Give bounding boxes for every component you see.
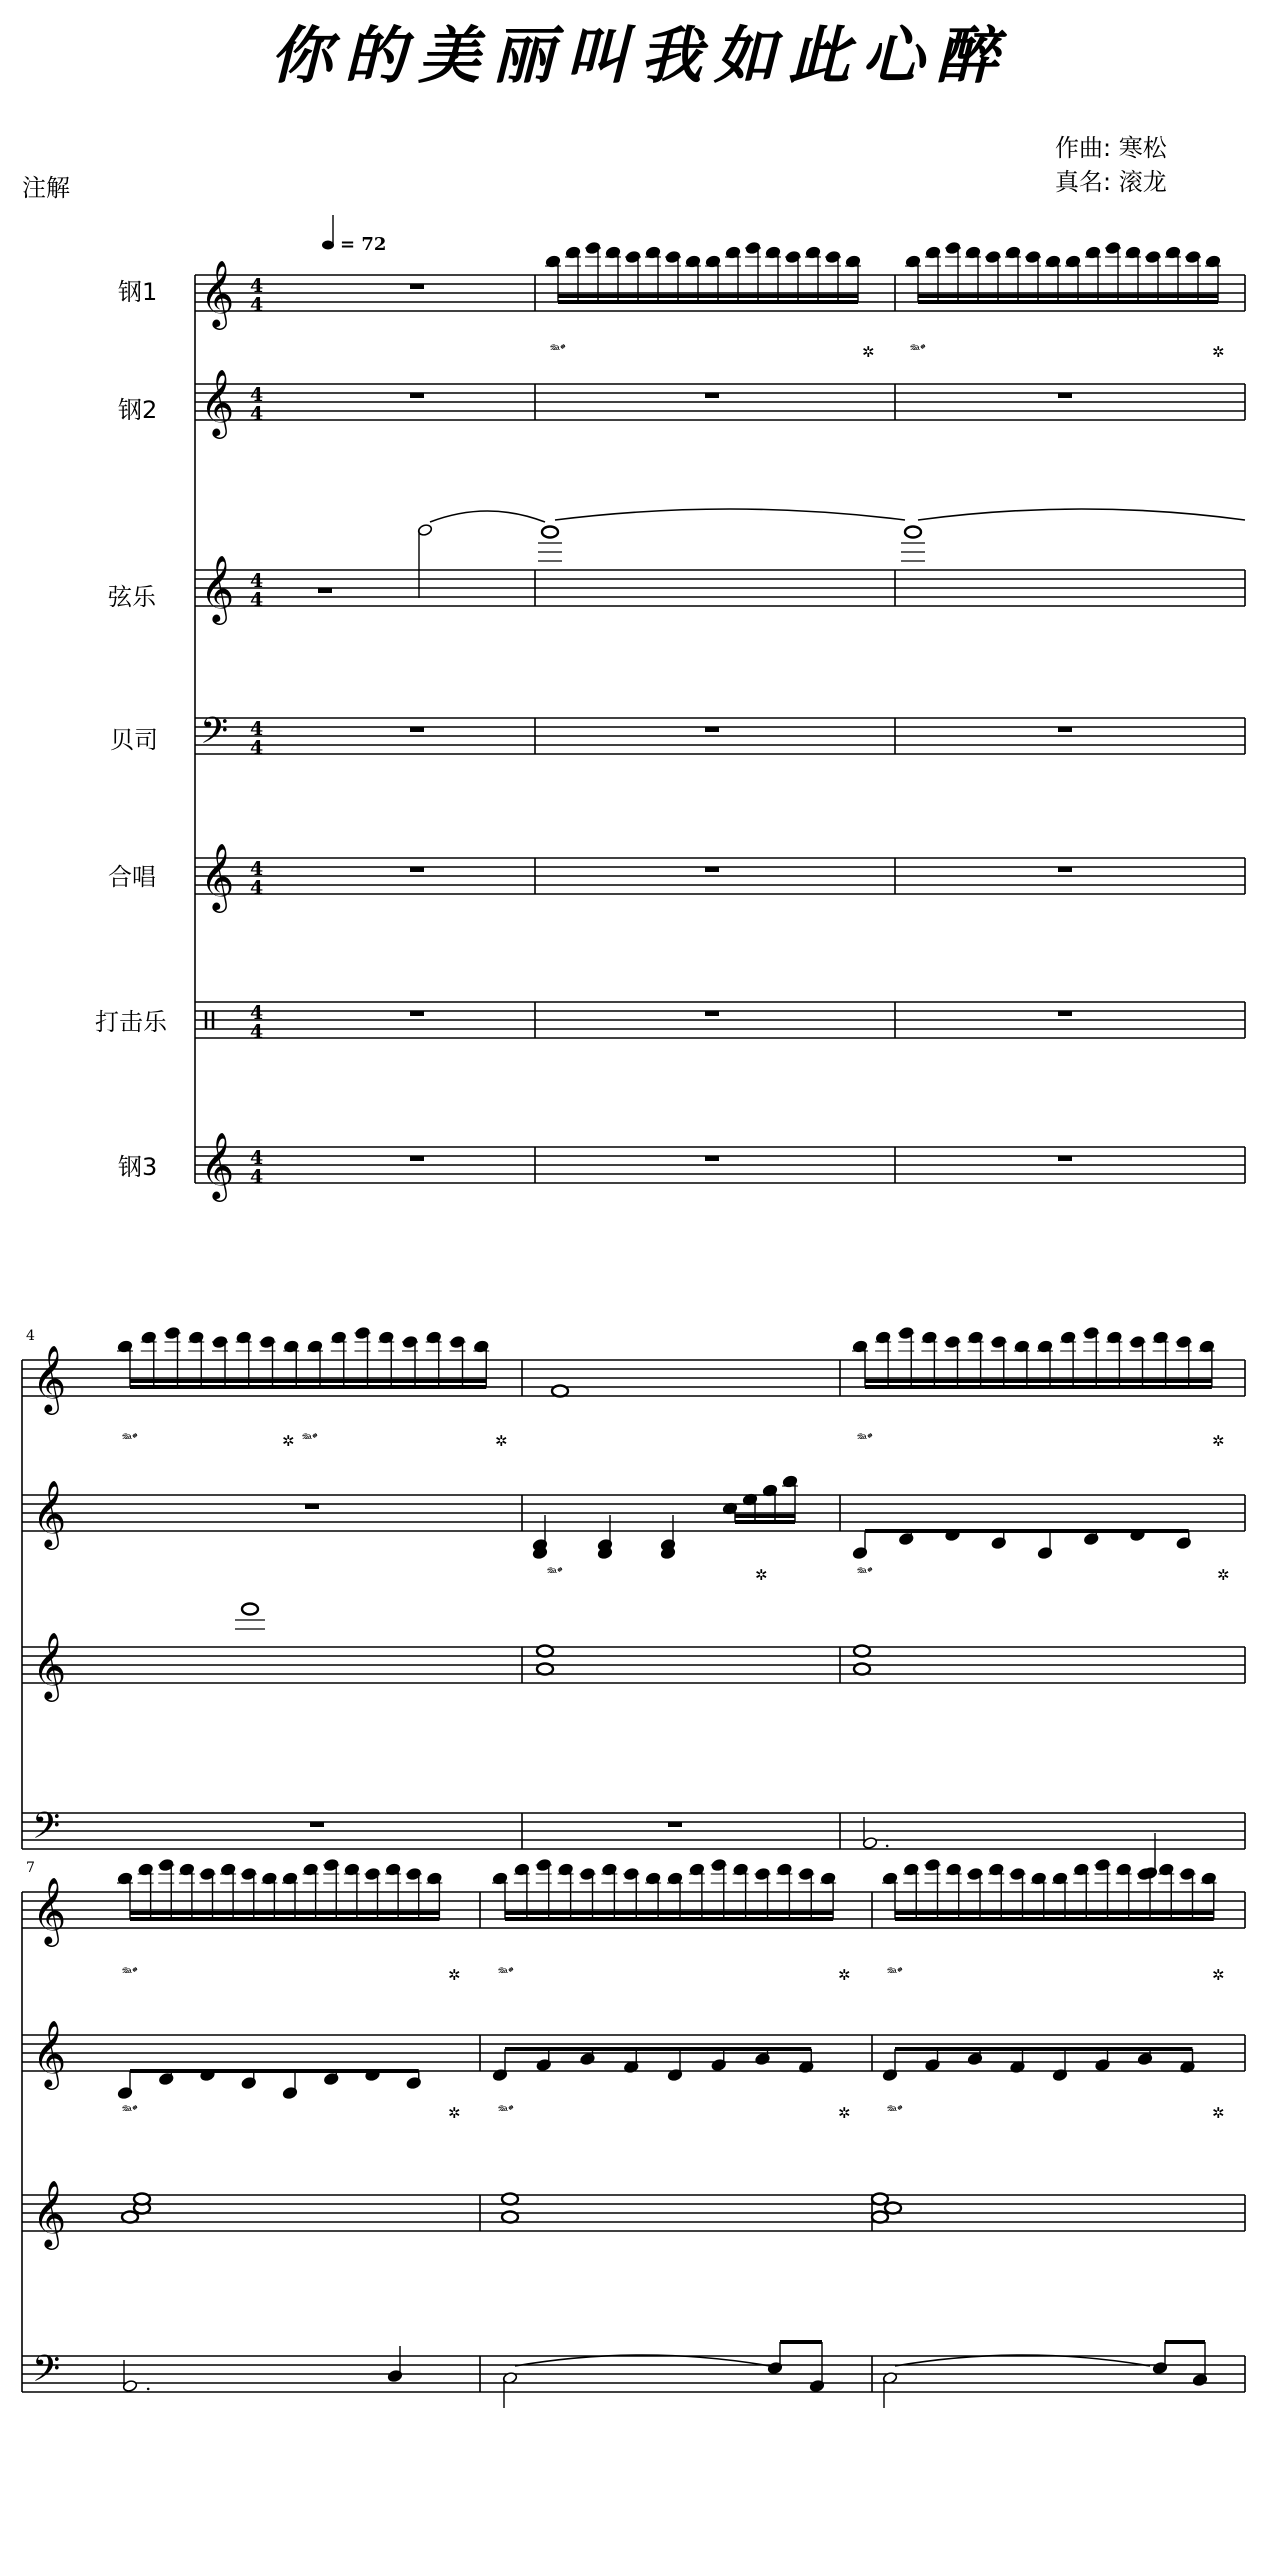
beam <box>505 2047 811 2051</box>
pedal-release-mark: ✲ <box>838 2104 851 2122</box>
measure-number: 7 <box>26 1860 35 1876</box>
whole-note <box>872 2212 888 2223</box>
whole-rest <box>1058 1011 1072 1016</box>
beam <box>735 1520 795 1524</box>
tie <box>430 511 545 522</box>
pedal-mark: 𝆮𝆯 <box>908 340 924 359</box>
treble-clef: 𝄞 <box>200 259 235 327</box>
pedal-mark: 𝆮𝆯 <box>120 1963 136 1982</box>
tie <box>555 509 905 520</box>
whole-rest <box>310 1822 324 1827</box>
whole-rest <box>410 284 424 289</box>
bass-clef: 𝄢 <box>32 2348 61 2399</box>
time-signature-top: 4 <box>250 718 264 740</box>
tie <box>918 509 1245 520</box>
beam <box>130 1385 486 1389</box>
time-signature-bottom: 4 <box>250 737 264 759</box>
instrument-label-7: 钢3 <box>118 1153 158 1181</box>
whole-note <box>502 2212 518 2223</box>
beam <box>130 1917 439 1921</box>
whole-note <box>552 1386 568 1397</box>
beam <box>780 2340 822 2344</box>
annotation-label: 注解 <box>22 174 70 202</box>
pedal-release-mark: ✲ <box>838 1966 851 1984</box>
beam <box>558 300 858 304</box>
time-signature-top: 4 <box>250 1147 264 1169</box>
composer-credit: 作曲: 寒松 <box>1055 134 1167 162</box>
pedal-release-mark: ✲ <box>448 2104 461 2122</box>
bass-clef: 𝄢 <box>200 710 229 761</box>
pedal-release-mark: ✲ <box>448 1966 461 1984</box>
whole-rest <box>705 1011 719 1016</box>
pedal-mark: 𝆮𝆯 <box>300 1429 316 1448</box>
whole-note <box>122 2212 138 2223</box>
pedal-release-mark: ✲ <box>1212 343 1225 361</box>
score-title: 你的美丽叫我如此心醉 <box>269 19 1010 92</box>
treble-clef: 𝄞 <box>32 2179 67 2247</box>
time-signature-top: 4 <box>250 570 264 592</box>
whole-note <box>242 1604 258 1615</box>
whole-rest <box>705 1156 719 1161</box>
whole-rest <box>410 1156 424 1161</box>
whole-note <box>537 1646 553 1657</box>
whole-rest <box>1058 727 1072 732</box>
whole-note <box>134 2194 150 2205</box>
treble-clef: 𝄞 <box>200 1131 235 1199</box>
treble-clef: 𝄞 <box>32 1479 67 1547</box>
dot: . <box>145 2371 152 2395</box>
dot: . <box>884 1828 891 1852</box>
beam <box>895 2047 1193 2051</box>
whole-note <box>502 2194 518 2205</box>
time-signature-bottom: 4 <box>250 1166 264 1188</box>
pedal-release-mark: ✲ <box>282 1432 295 1450</box>
time-signature-top: 4 <box>250 275 264 297</box>
beam <box>505 1917 833 1921</box>
pedal-release-mark: ✲ <box>1217 1566 1230 1584</box>
pedal-release-mark: ✲ <box>1212 1966 1225 1984</box>
time-signature-top: 4 <box>250 384 264 406</box>
whole-rest <box>668 1822 682 1827</box>
pedal-release-mark: ✲ <box>755 1566 768 1584</box>
whole-rest <box>410 867 424 872</box>
whole-rest <box>318 588 332 593</box>
beam <box>130 1379 486 1383</box>
treble-clef: 𝄞 <box>32 1631 67 1699</box>
whole-note <box>542 527 558 538</box>
beam <box>558 294 858 298</box>
instrument-label-3: 弦乐 <box>108 583 156 611</box>
whole-note <box>885 2203 901 2214</box>
beam <box>895 1917 1214 1921</box>
whole-rest <box>410 393 424 398</box>
time-signature-top: 4 <box>250 1002 264 1024</box>
pedal-mark: 𝆮𝆯 <box>885 1963 901 1982</box>
whole-rest <box>705 393 719 398</box>
pedal-mark: 𝆮𝆯 <box>120 1429 136 1448</box>
treble-clef: 𝄞 <box>32 2019 67 2087</box>
beam <box>1165 2340 1205 2344</box>
time-signature-bottom: 4 <box>250 877 264 899</box>
instrument-label-4: 贝司 <box>110 726 158 754</box>
whole-rest <box>1058 867 1072 872</box>
whole-rest <box>305 1504 319 1509</box>
pedal-mark: 𝆮𝆯 <box>545 1563 561 1582</box>
pedal-release-mark: ✲ <box>1212 1432 1225 1450</box>
instrument-label-6: 打击乐 <box>95 1008 167 1036</box>
pedal-mark: 𝆮𝆯 <box>855 1563 871 1582</box>
treble-clef: 𝄞 <box>32 1344 67 1412</box>
beam <box>895 1911 1214 1915</box>
beam <box>130 1911 439 1915</box>
beam <box>130 2069 419 2073</box>
instrument-label-2: 钢2 <box>118 396 158 424</box>
pedal-release-mark: ✲ <box>1212 2104 1225 2122</box>
time-signature-bottom: 4 <box>250 294 264 316</box>
whole-rest <box>705 727 719 732</box>
pedal-mark: 𝆮𝆯 <box>496 1963 512 1982</box>
whole-rest <box>1058 393 1072 398</box>
pedal-mark: 𝆮𝆯 <box>496 2101 512 2120</box>
pedal-release-mark: ✲ <box>495 1432 508 1450</box>
pedal-mark: 𝆮𝆯 <box>120 2101 136 2120</box>
bass-clef: 𝄢 <box>32 1805 61 1856</box>
beam <box>918 294 1218 298</box>
whole-note <box>872 2194 888 2205</box>
whole-rest <box>1058 1156 1072 1161</box>
treble-clef: 𝄞 <box>200 842 235 910</box>
measure-number: 4 <box>26 1328 35 1344</box>
treble-clef: 𝄞 <box>200 368 235 436</box>
pedal-mark: 𝆮𝆯 <box>548 340 564 359</box>
whole-note <box>905 527 921 538</box>
instrument-label-1: 钢1 <box>118 278 158 306</box>
beam <box>865 1529 1189 1533</box>
whole-rest <box>705 867 719 872</box>
pedal-release-mark: ✲ <box>862 343 875 361</box>
tempo-marking: = 72 <box>340 234 387 255</box>
whole-note <box>537 1664 553 1675</box>
beam <box>865 1379 1212 1383</box>
time-signature-bottom: 4 <box>250 589 264 611</box>
time-signature-bottom: 4 <box>250 1021 264 1043</box>
treble-clef: 𝄞 <box>200 554 235 622</box>
beam <box>735 1514 795 1518</box>
treble-clef: 𝄞 <box>32 1876 67 1944</box>
beam <box>865 1385 1212 1389</box>
time-signature-top: 4 <box>250 858 264 880</box>
whole-rest <box>410 727 424 732</box>
pedal-mark: 𝆮𝆯 <box>885 2101 901 2120</box>
beam <box>505 1911 833 1915</box>
realname-credit: 真名: 滚龙 <box>1055 168 1167 196</box>
whole-note <box>854 1664 870 1675</box>
beam <box>918 300 1218 304</box>
tempo-note <box>322 241 334 250</box>
pedal-mark: 𝆮𝆯 <box>855 1429 871 1448</box>
whole-rest <box>410 1011 424 1016</box>
instrument-label-5: 合唱 <box>108 863 156 891</box>
whole-note <box>854 1646 870 1657</box>
time-signature-bottom: 4 <box>250 403 264 425</box>
